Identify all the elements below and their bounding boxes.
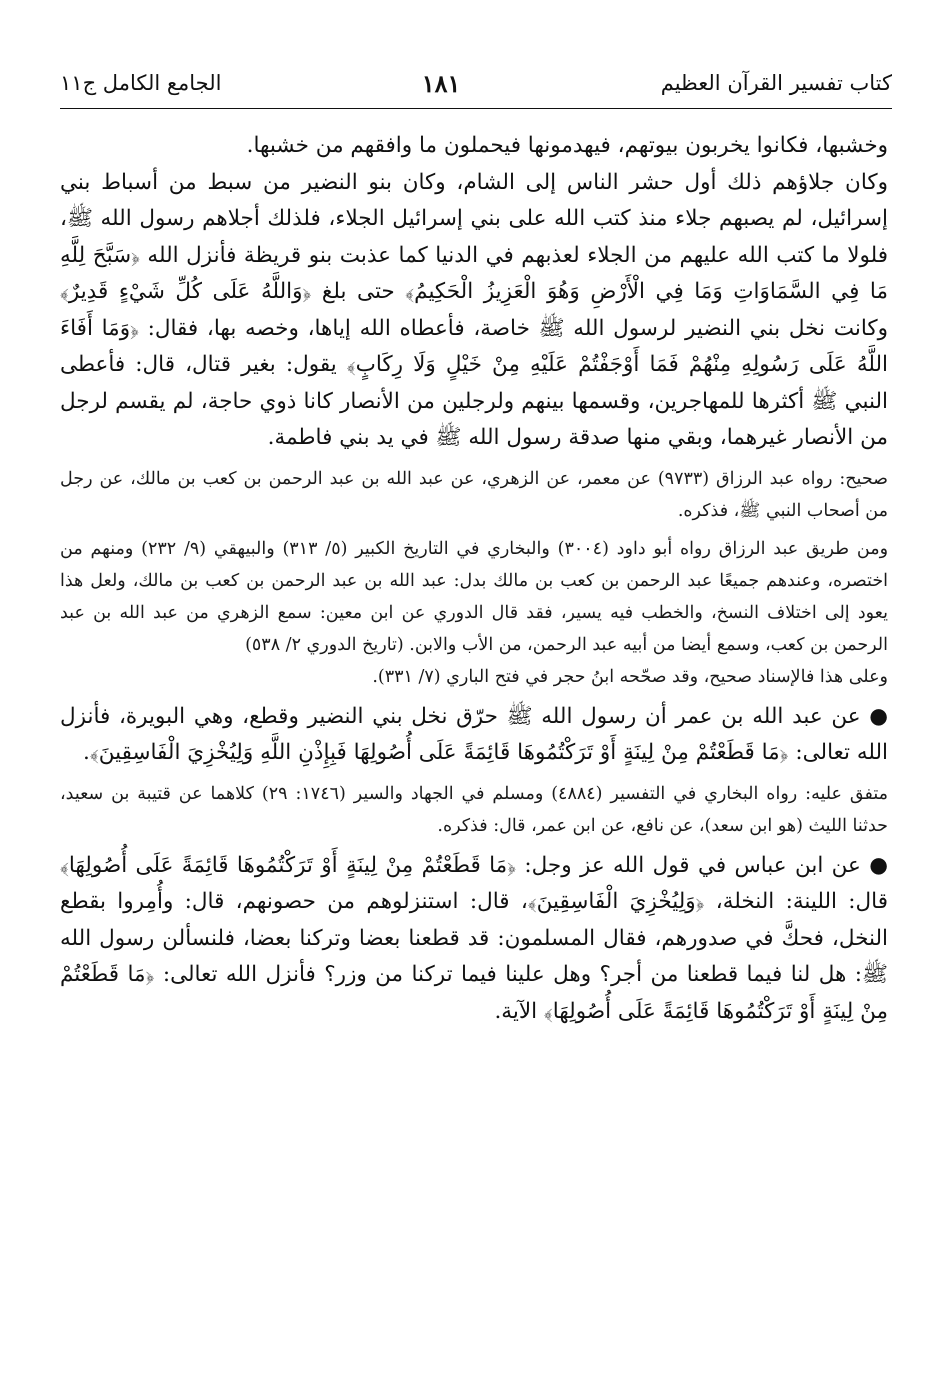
- book-title: كتاب تفسير القرآن العظيم: [660, 71, 892, 95]
- paragraph: وخشبها، فكانوا يخربون بيوتهم، فيهدمونها فيحملون ما وافقهم من خشبها.: [246, 133, 888, 158]
- series-title: الجامع الكامل ج١١: [60, 71, 222, 95]
- footnote: متفق عليه: رواه البخاري في التفسير (٤٨٨٤) ومسلم في الجهاد والسير (١٧٤٦: ٢٩) كلاهما عن قتيبة بن سعيد، حدثنا الليث (هو ابن سعد)، عن نافع، عن ابن عمر، قال: فذكره.: [60, 783, 889, 836]
- hadith-paragraph: ● عن ابن عباس في قول الله عز وجل: ﴿مَا قَطَعْتُمْ مِنْ لِينَةٍ أَوْ تَرَكْتُمُوهَا قَائِمَةً عَلَى أُصُولِهَا﴾ قال: اللينة: النخلة، ﴿وَلِيُخْزِيَ الْفَاسِقِينَ﴾، قال: استنزلوهم من حصونهم، قال: وأُمِروا بقطع النخل، فحكَّ في صدورهم، فقال المسلمون: قد قطعنا بعضا وتركنا بعضا، فلنسألن رسول الله ﷺ: هل لنا فيما قطعنا من أجر؟ وهل علينا فيما تركنا من وزر؟ فأنزل الله تعالى: ﴿مَا قَطَعْتُمْ مِنْ لِينَةٍ أَوْ تَرَكْتُمُوهَا قَائِمَةً عَلَى أُصُولِهَا﴾ الآية.: [60, 852, 888, 1024]
- page-header: [60, 58, 892, 109]
- footnote: صحيح: رواه عبد الرزاق (٩٧٣٣) عن معمر، عن الزهري، عن عبد الله بن عبد الرحمن بن كعب بن مالك، عن رجل من أصحاب النبي ﷺ، فذكره.: [60, 468, 888, 521]
- paragraph: وكان جلاؤهم ذلك أول حشر الناس إلى الشام، وكان بنو النضير من سبط من أسباط بني إسرائيل، لم يصبهم جلاء منذ كتب الله على بني إسرائيل الجلاء، فلذلك أجلاهم رسول الله ﷺ، فلولا ما كتب الله عليهم من الجلاء لعذبهم في الدنيا كما عذبت بنو قريظة فأنزل الله ﴿سَبَّحَ لِلَّهِ مَا فِي السَّمَاوَاتِ وَمَا فِي الْأَرْضِ وَهُوَ الْعَزِيزُ الْحَكِيمُ﴾ حتى بلغ ﴿وَاللَّهُ عَلَى كُلِّ شَيْءٍ قَدِيرٌ﴾ وكانت نخل بني النضير لرسول الله ﷺ خاصة، فأعطاه الله إياها، وخصه بها، فقال: ﴿وَمَا أَفَاءَ اللَّهُ عَلَى رَسُولِهِ مِنْهُمْ فَمَا أَوْجَفْتُمْ عَلَيْهِ مِنْ خَيْلٍ وَلَا رِكَابٍ﴾ يقول: بغير قتال، قال: فأعطى النبي ﷺ أكثرها للمهاجرين، وقسمها بينهم ولرجلين من الأنصار كانا ذوي حاجة، لم يقسم لرجل من الأنصار غيرهما، وبقي منها صدقة رسول الله ﷺ في يد بني فاطمة.: [60, 169, 888, 450]
- footnote: وعلى هذا فالإسناد صحيح، وقد صحّحه ابنُ حجر في فتح الباري (٧/ ٣٣١).: [372, 666, 888, 687]
- footnote: ومن طريق عبد الرزاق رواه أبو داود (٣٠٠٤) والبخاري في التاريخ الكبير (٥/ ٣١٣) والبيهقي (٩/ ٢٣٢) ومنهم من اختصره، وعندهم جميعًا عبد الرحمن بن كعب بن مالك بدل: عبد الله بن عبد الرحمن بن كعب بن مالك، ولعل هذا يعود إلى اختلاف النسخ، والخطب فيه يسير، فقد قال الدوري عن ابن معين: سمع الزهري من عبد الله بن عبد الرحمن بن كعب، وسمع أيضا من أبيه عبد الرحمن، من الأب والابن. (تاريخ الدوري ٢/ ٥٣٨): [60, 538, 889, 655]
- page-body: [60, 128, 888, 1030]
- hadith-paragraph: ● عن عبد الله بن عمر أن رسول الله ﷺ حرّق نخل بني النضير وقطع، وهي البويرة، فأنزل الله تعالى: ﴿مَا قَطَعْتُمْ مِنْ لِينَةٍ أَوْ تَرَكْتُمُوهَا قَائِمَةً عَلَى أُصُولِهَا فَبِإِذْنِ اللَّهِ وَلِيُخْزِيَ الْفَاسِقِينَ﴾.: [60, 703, 888, 765]
- page-number: ١٨١: [421, 68, 461, 98]
